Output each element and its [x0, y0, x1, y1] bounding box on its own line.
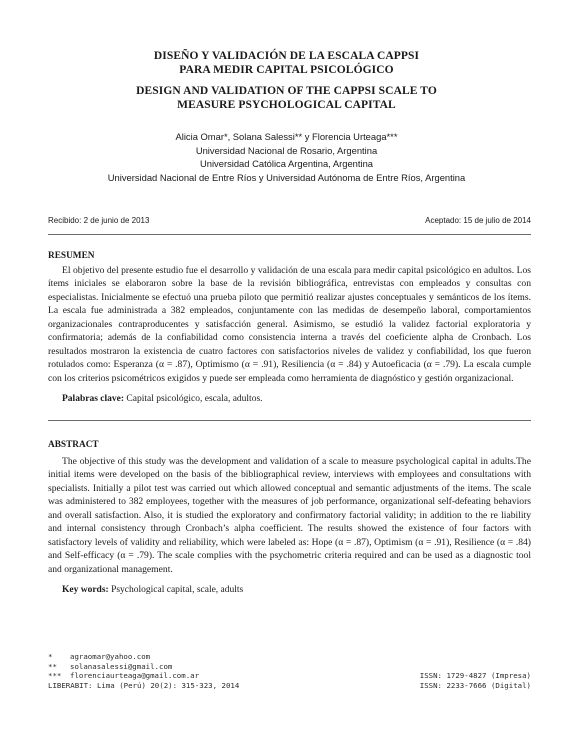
- title-english-line-2: MEASURE PSYCHOLOGICAL CAPITAL: [177, 99, 396, 111]
- footnote-1: [48, 652, 239, 662]
- footnote-2-email: solanasalessi@gmail.com: [70, 661, 173, 671]
- footnote-2-mark: **: [48, 661, 57, 671]
- affiliation-1: Universidad Nacional de Rosario, Argentina: [195, 144, 378, 156]
- affiliation-3: Universidad Nacional de Entre Ríos y Universidad Autónoma de Entre Ríos, Argentina: [107, 171, 466, 183]
- title-english: [0, 84, 573, 112]
- divider-middle: [48, 420, 531, 421]
- submission-dates: [48, 216, 531, 226]
- accepted-date: Aceptado: 15 de julio de 2014: [425, 216, 531, 225]
- resumen-heading: RESUMEN: [48, 251, 95, 261]
- footnote-3-mark: ***: [48, 671, 62, 681]
- issn-digital: ISSN: 2233-7666 (Digital): [419, 680, 531, 690]
- abstract-text: The objective of this study was the development and validation of a scale to measure psychological capital in adults.The initial items were developed on the basis of the bibliographical review, interviews with employees and consultations with specialists. Initially a pilot test was carried out which allowed conceptual and semantic adjustments of the items. The scale was administered to 382 employees, together with the measures of job performance, organizational self-defeating behaviors and overall satisfaction. Also, it is studied the exploratory and confirmatory factorial validity; in addition to the re liability and internal consistency through Cronbach’s alpha coefficient. The results showed the existence of four factors with satisfactory levels of validity and reliability, which were labeled as: Hope (α = .87), Optimism (α = .91), Resilience (α = .84) and Self-efficacy (α = .79). The scale complies with the psychometric criteria required and can be used as a diagnostic tool and organizational management.: [48, 456, 531, 575]
- divider-top: [48, 234, 531, 235]
- resumen-keywords-label: Palabras clave:: [62, 394, 125, 404]
- issn-print: ISSN: 1729-4827 (Impresa): [419, 671, 531, 680]
- footnote-3: [48, 671, 239, 681]
- received-date: Recibido: 2 de junio de 2013: [48, 216, 150, 225]
- title-spanish-line-2: PARA MEDIR CAPITAL PSICOLÓGICO: [179, 64, 394, 76]
- title-spanish-line-1: DISEÑO Y VALIDACIÓN DE LA ESCALA CAPPSI: [153, 50, 420, 62]
- abstract-keywords-label: Key words:: [62, 585, 109, 595]
- resumen-keywords: [62, 393, 263, 405]
- footnote-1-mark: *: [48, 652, 53, 661]
- abstract-heading: ABSTRACT: [48, 440, 99, 450]
- journal-citation: LIBERABIT: Lima (Perú) 20(2): 315-323, 2014: [48, 680, 240, 690]
- footnotes: [48, 652, 239, 690]
- footnote-2: [48, 662, 239, 672]
- resumen-keywords-value: Capital psicológico, escala, adultos.: [126, 394, 263, 404]
- abstract-keywords: [62, 584, 243, 596]
- issn-block: [420, 671, 531, 690]
- author-list: Alicia Omar*, Solana Salessi** y Florencia Urteaga***: [175, 131, 398, 142]
- abstract-keywords-value: Psychological capital, scale, adults: [111, 585, 244, 595]
- affiliation-2: Universidad Católica Argentina, Argentina: [199, 158, 374, 170]
- title-english-line-1: DESIGN AND VALIDATION OF THE CAPPSI SCALE TO: [136, 85, 437, 97]
- resumen-text: El objetivo del presente estudio fue el desarrollo y validación de una escala para medir capital psicológico en adultos. Los ítems iniciales se elaboraron sobre la base de la revisión bibliográfica, entrevistas con empleados y consultas con especialistas. Inicialmente se efectuó una prueba piloto que permitió realizar ajustes conceptuales y semánticos de los ítems. La escala fue administrada a 382 empleados, conjuntamente con las medidas de desempeño laboral, comportamientos organizacionales contraproducentes y satisfacción general. Asimismo, se estudió la validez factorial exploratoria y confirmatoria; además de la confiabilidad como consistencia interna a través del coeficiente alpha de Cronbach. Los resultados mostraron la existencia de cuatro factores con satisfactorios niveles de validez y confiabilidad, los que fueron rotulados como: Esperanza (α = .87), Optimismo (α = .91), Resiliencia (α = .84) y Autoeficacia (α = .79). La escala cumple con los criterios psicométricos exigidos y puede ser empleada como herramienta de diagnóstico y gestión organizacional.: [48, 265, 531, 384]
- author-block: [0, 130, 573, 184]
- footnote-1-email: agraomar@yahoo.com: [70, 652, 151, 661]
- title-spanish: [0, 49, 573, 77]
- footnote-3-email: florenciaurteaga@gmail.com.ar: [70, 671, 200, 681]
